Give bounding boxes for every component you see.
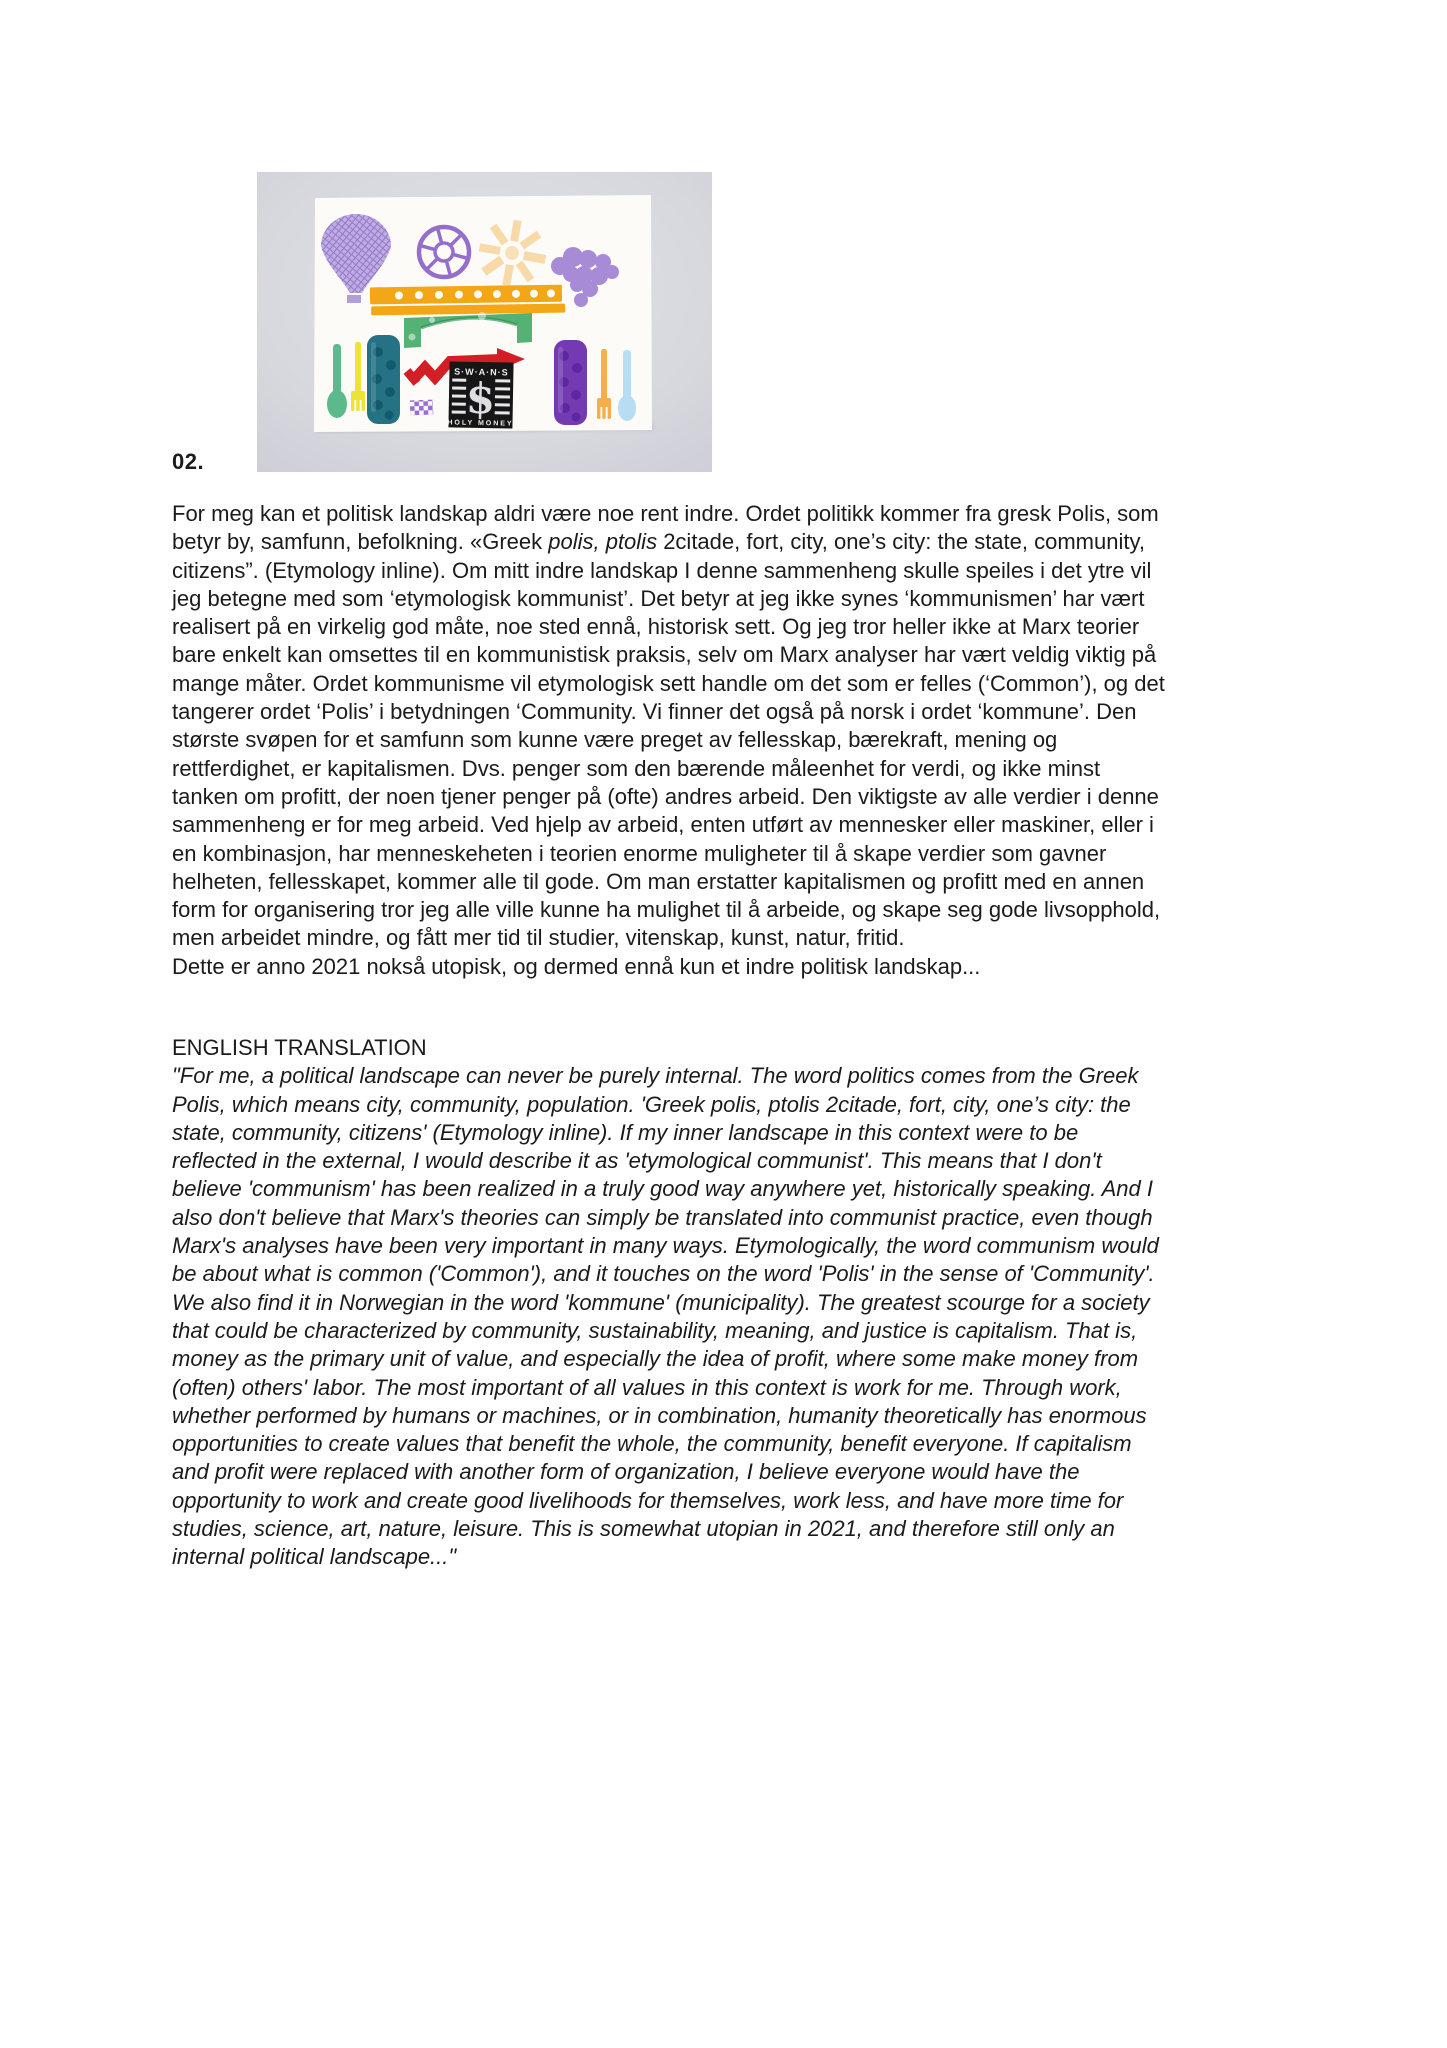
norwegian-paragraph (172, 500, 1337, 981)
teal-brick-stamp (367, 335, 400, 424)
stamp-bottom-text: HOLY MONEY (447, 419, 514, 428)
purple-brick-stamp (554, 340, 587, 425)
english-translation-section (172, 1034, 1337, 1572)
english-translation-heading: ENGLISH TRANSLATION (172, 1035, 427, 1060)
norwegian-body: For meg kan et politisk landskap aldri være noe rent indre. Ordet politikk kommer fra gresk Polis, som betyr by, samfunn, befolkning. «Greek polis, ptolis 2citade, fort, city, one’s city: the state, community, citizens”. (Etymology inline). Om mitt indre landskap I denne sammenheng skulle speiles i det ytre vil jeg betegne med som ‘etymologisk kommunist’. Det betyr at jeg ikke synes ‘kommunismen’ har vært realisert på en virkelig god måte, noe sted ennå, historisk sett. Og jeg tror heller ikke at Marx teorier bare enkelt kan omsettes til en kommunistisk praksis, selv om Marx analyser har vært veldig viktig på mange måter. Ordet kommunisme vil etymologisk sett handle om det som er felles (‘Common’), og det tangerer ordet ‘Polis’ i betydningen ‘Community. Vi finner det også på norsk i ordet ‘kommune’. Den største svøpen for et samfunn som kunne være preget av fellesskap, bærekraft, mening og rettferdighet, er kapitalismen. Dvs. penger som den bærende måleenhet for verdi, og ikke minst tanken om profitt, der noen tjener penger på (ofte) andres arbeid. Den viktigste av alle verdier i denne sammenheng er for meg arbeid. Ved hjelp av arbeid, enten utført av mennesker eller maskiner, eller i en kombinasjon, har menneskeheten i teorien enorme muligheter til å skape verdier som gavner helheten, fellesskapet, kommer alle til gode. Om man erstatter kapitalismen og profitt med en annen form for organisering tror jeg alle ville kunne ha mulighet til å arbeide, og skape seg gode livsopphold, men arbeidet mindre, og fått mer tid til studier, vitenskap, kunst, natur, fritid. Dette er anno 2021 nokså utopisk, og dermed ennå kun et indre politisk landskap... (172, 501, 1165, 979)
artwork-photo (257, 172, 712, 472)
money-stamp (447, 361, 514, 428)
checkerboard-stamp (410, 400, 434, 416)
stamp-top-text: S·W·A·N·S (454, 366, 509, 378)
figure-number: 02. (172, 449, 205, 474)
artwork-illustration (257, 172, 712, 472)
dollar-sign: $ (465, 373, 496, 424)
orange-bar-stamp (370, 285, 565, 316)
english-translation-body: "For me, a political landscape can never be purely internal. The word politics comes from the Greek Polis, which means city, community, population. 'Greek polis, ptolis 2citade, fort, city, one’s city: the state, community, citizens' (Etymology inline). If my inner landscape in this context were to be reflected in the external, I would describe it as 'etymological communist'. This means that I don't believe 'communism' has been realized in a truly good way anywhere yet, historically speaking. And I also don't believe that Marx's theories can simply be translated into communist practice, even though Marx's analyses have been very important in many ways. Etymologically, the word communism would be about what is common ('Common'), and it touches on the word 'Polis' in the sense of 'Community'. We also find it in Norwegian in the word 'kommune' (municipality). The greatest scourge for a society that could be characterized by community, sustainability, meaning, and justice is capitalism. That is, money as the primary unit of value, and especially the idea of profit, where some make money from (often) others' labor. The most important of all values in this context is work for me. Through work, whether performed by humans or machines, or in combination, humanity theoretically has enormous opportunities to create values that benefit the whole, the community, benefit everyone. If capitalism and profit were replaced with another form of organization, I believe everyone would have the opportunity to work and create good livelihoods for themselves, work less, and have more time for studies, science, art, nature, leisure. This is somewhat utopian in 2021, and therefore still only an internal political landscape..." (172, 1063, 1159, 1570)
